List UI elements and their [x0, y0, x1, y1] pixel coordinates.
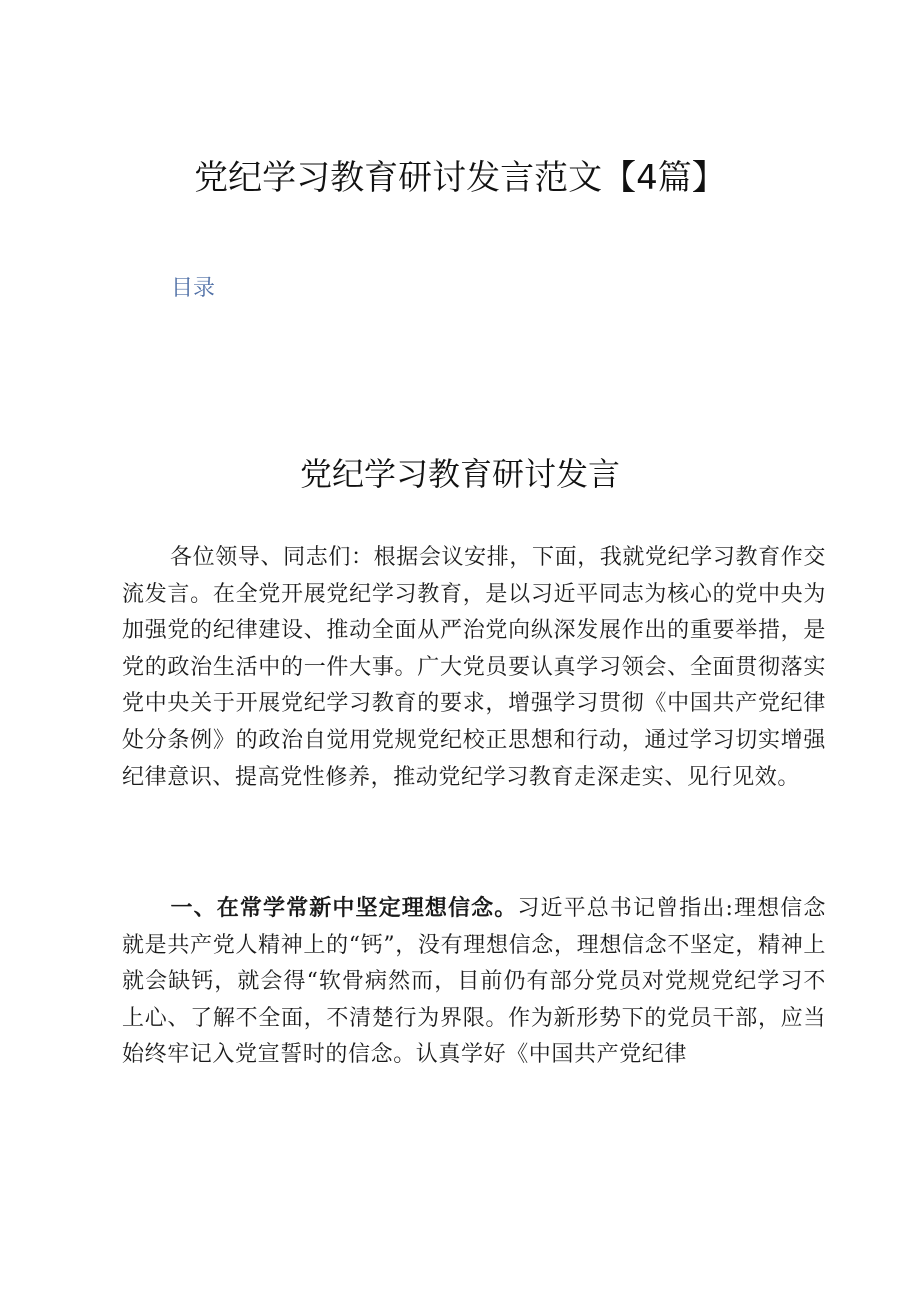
point-one-paragraph: [122, 890, 826, 1074]
intro-paragraph-text: 各位领导、同志们：根据会议安排，下面，我就党纪学习教育作交流发言。在全党开展党纪学习教育，是以习近平同志为核心的党中央为加强党的纪律建设、推动全面从严治党向纵深发展作出的重要举措，是党的政治生活中的一件大事。广大党员要认真学习领会、全面贯彻落实党中央关于开展党纪学习教育的要求，增强学习贯彻《中国共产党纪律处分条例》的政治自觉用党规党纪校正思想和行动，通过学习切实增强纪律意识、提高党性修养，推动党纪学习教育走深走实、见行见效。: [122, 545, 826, 790]
point-one-heading: 一、在常学常新中坚定理想信念。: [170, 895, 518, 921]
intro-paragraph: [122, 540, 826, 796]
point-one-text: 习近平总书记曾指出:理想信念就是共产党人精神上的“钙”，没有理想信念，理想信念不坚定，精神上就会缺钙，就会得“软骨病然而，目前仍有部分党员对党规党纪学习不上心、了解不全面，不清楚行为界限。作为新形势下的党员干部，应当始终牢记入党宣誓时的信念。认真学好《中国共产党纪律: [122, 896, 826, 1068]
section-title: 党纪学习教育研讨发言: [299, 455, 620, 493]
toc-link[interactable]: 目录: [171, 276, 216, 301]
document-title: 党纪学习教育研讨发言范文【4篇】: [194, 158, 726, 198]
